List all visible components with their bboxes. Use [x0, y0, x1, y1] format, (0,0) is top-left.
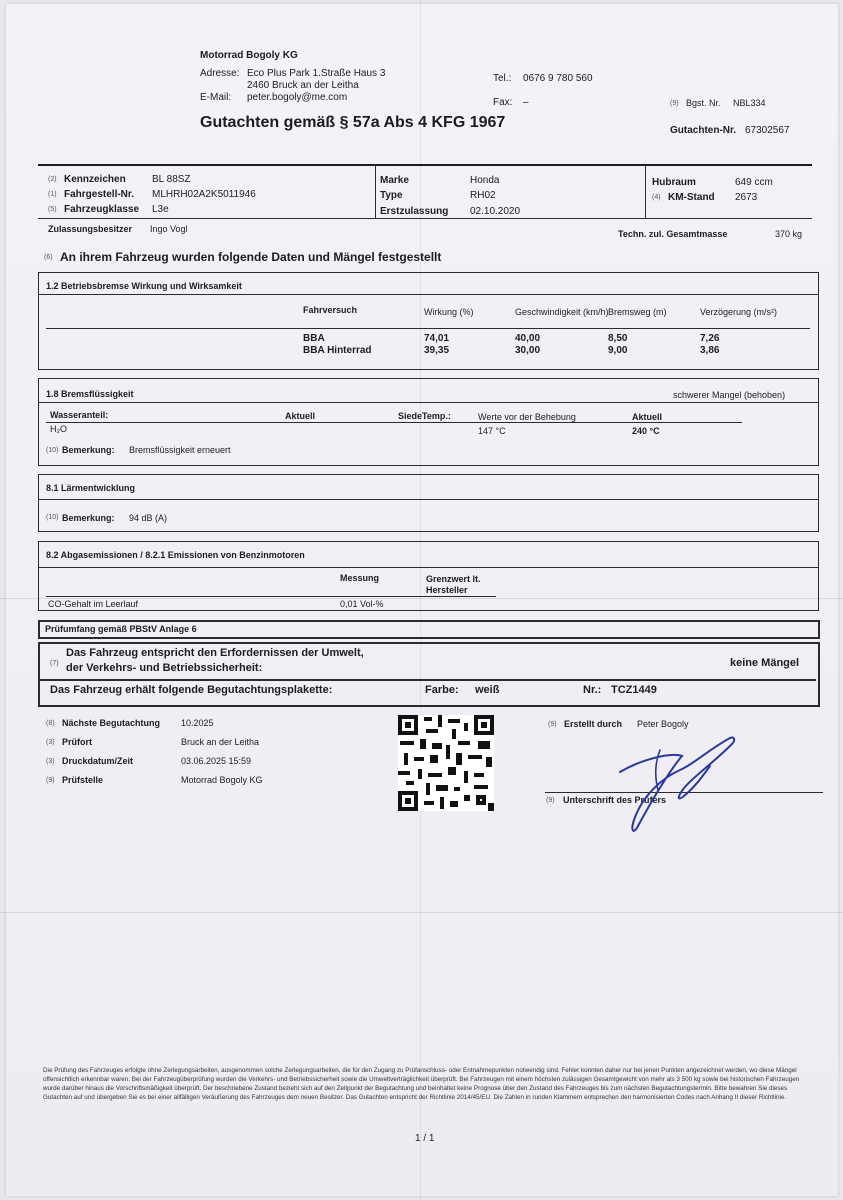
brake-row-verz: 7,26	[700, 333, 720, 344]
klasse-code: (5)	[48, 206, 57, 213]
fluid-remark-code: (10)	[46, 447, 59, 454]
brake-col-header: Geschwindigkeit (km/h)	[515, 307, 609, 317]
qr-code	[398, 715, 494, 811]
kennzeichen-code: (2)	[48, 176, 57, 183]
gesamtmasse-label: Techn. zul. Gesamtmasse	[618, 229, 728, 239]
hubraum-value: 649 ccm	[735, 177, 773, 188]
fluid-col-header: Aktuell	[285, 411, 316, 421]
next-label: Nächste Begutachtung	[62, 718, 161, 728]
conclusion-code: (7)	[50, 660, 59, 667]
unterschrift-label: Unterschrift des Prüfers	[563, 795, 667, 805]
divider	[38, 499, 818, 500]
emission-col-measure: Messung	[340, 573, 380, 583]
brake-row-name: BBA	[303, 333, 325, 344]
address-label: Adresse:	[200, 68, 240, 79]
conclusion-line2: der Verkehrs- und Betriebssicherheit:	[66, 662, 263, 674]
address-line1: Eco Plus Park 1.Straße Haus 3	[247, 68, 386, 79]
ort-value: Bruck an der Leitha	[181, 737, 260, 747]
fluid-before: 147 °C	[478, 426, 506, 436]
email: peter.bogoly@me.com	[247, 92, 348, 103]
klasse-label: Fahrzeugklasse	[64, 204, 140, 215]
ort-code: (3)	[46, 739, 55, 746]
brake-row-wirkung: 74,01	[424, 333, 450, 344]
vehicle-block-top-border	[38, 164, 812, 166]
stelle-code: (9)	[46, 777, 55, 784]
vehicle-block-bottom-border	[38, 218, 812, 219]
fluid-remark: Bremsflüssigkeit erneuert	[129, 445, 231, 455]
unterschrift-code: (9)	[546, 797, 555, 804]
company-name: Motorrad Bogoly KG	[200, 50, 298, 61]
km-code: (4)	[652, 194, 661, 201]
brake-row-geschw: 40,00	[515, 333, 541, 344]
fluid-status: schwerer Mangel (behoben)	[673, 390, 786, 400]
marke-value: Honda	[470, 175, 500, 186]
marke-label: Marke	[380, 175, 409, 186]
type-value: RH02	[470, 190, 496, 201]
next-code: (8)	[46, 720, 55, 727]
vehicle-block-divider	[645, 166, 646, 218]
gesamtmasse-value: 370 kg	[775, 229, 803, 239]
fluid-remark-label: Bemerkung:	[62, 445, 115, 455]
disclaimer-text: Die Prüfung des Fahrzeuges erfolgte ohne Zerlegungsarbeiten, ausgenommen solche Zerlegungsarbeiten, die für den Zugang zu Prüfanschluss- oder Entnahmepunkten notwendig sind. Fehler konnten daher nur bei jenen Punkten angezeichnet werden, wo diese Mängel offensichtlich erkennbar waren. Bei der Fahrzeugüberprüfung wurden die Verkehrs- und Betriebssicherheit sowie die Umweltverträglichkeit überprüft. Bei Fahrzeugen mit einem höchsten zulässigen Gesamtgewicht von mehr als 3 500 kg sowie bei historischen Fahrzeugen wurde darüber hinaus die Vorschriftsmäßigkeit überprüft. Der beschriebene Zustand bezieht sich auf den Zeitpunkt der Begutachtung und beinhaltet keine Prognose über den Zustand des Fahrzeuges bis zum nächsten Begutachtungstermin. Bitte bewahren Sie dieses Gutachten auf und übergeben Sie es bei einer allfälligen Veräußerung des Fahrzeuges dem neuen Besitzer. Das Gutachten entspricht der Richtlinie 2014/45/EU. Die Zahlen in runden Klammern entsprechen den harmonisierten Codes nach Anhang II dieser Richtlinie.	[43, 1067, 800, 1101]
kennzeichen-value: BL 88SZ	[152, 174, 191, 185]
erstellt-value: Peter Bogoly	[637, 719, 689, 729]
divider	[38, 567, 818, 568]
fluid-water: H₂O	[50, 424, 67, 434]
stelle-label: Prüfstelle	[62, 775, 104, 785]
divider	[46, 422, 742, 423]
findings-title: An ihrem Fahrzeug wurden folgende Daten und Mängel festgestellt	[60, 250, 442, 264]
fluid-col-header: Werte vor der Behebung	[478, 412, 576, 422]
brake-row-weg: 9,00	[608, 345, 628, 356]
klasse-value: L3e	[152, 204, 169, 215]
erstzulassung-label: Erstzulassung	[380, 206, 449, 217]
besitzer-value: Ingo Vogl	[150, 224, 188, 234]
emission-row-value: 0,01 Vol-%	[340, 599, 384, 609]
gutachten-nr: 67302567	[745, 125, 790, 136]
tel: 0676 9 780 560	[523, 73, 593, 84]
bgst-label: Bgst. Nr.	[686, 98, 721, 108]
km-value: 2673	[735, 192, 758, 203]
emission-col-limit: Grenzwert lt.	[426, 574, 481, 584]
tel-label: Tel.:	[493, 73, 512, 84]
hubraum-label: Hubraum	[652, 177, 696, 188]
fluid-current: 240 °C	[632, 426, 660, 436]
kennzeichen-label: Kennzeichen	[64, 174, 126, 185]
email-label: E-Mail:	[200, 92, 232, 103]
brake-col-header: Bremsweg (m)	[608, 307, 667, 317]
erstellt-label: Erstellt durch	[564, 719, 623, 729]
type-label: Type	[380, 190, 403, 201]
divider	[38, 294, 818, 295]
plakette-nr-label: Nr.:	[583, 684, 602, 696]
conclusion-result: keine Mängel	[730, 657, 800, 669]
farbe-value: weiß	[475, 684, 500, 696]
fluid-col-header: Aktuell	[632, 412, 663, 422]
druck-code: (3)	[46, 758, 55, 765]
divider	[38, 402, 818, 403]
fahrgestell-label: Fahrgestell-Nr.	[64, 189, 135, 200]
druck-label: Druckdatum/Zeit	[62, 756, 134, 766]
fluid-col-header: SiedeTemp.:	[398, 411, 451, 421]
brake-col-header: Fahrversuch	[303, 305, 358, 315]
noise-remark-label: Bemerkung:	[62, 513, 115, 523]
ort-label: Prüfort	[62, 737, 92, 747]
brake-row-name: BBA Hinterrad	[303, 345, 372, 356]
divider	[46, 596, 496, 597]
emission-heading: 8.2 Abgasemissionen / 8.2.1 Emissionen von Benzinmotoren	[46, 550, 305, 560]
plakette-nr: TCZ1449	[611, 684, 657, 696]
plakette-label: Das Fahrzeug erhält folgende Begutachtungsplakette:	[50, 684, 333, 696]
bgst-code: (9)	[670, 100, 679, 107]
noise-section	[38, 474, 819, 532]
next-value: 10.2025	[181, 718, 214, 728]
fax-label: Fax:	[493, 97, 513, 108]
document-title: Gutachten gemäß § 57a Abs 4 KFG 1967	[200, 114, 506, 131]
brake-row-verz: 3,86	[700, 345, 720, 356]
farbe-label: Farbe:	[425, 684, 459, 696]
divider	[40, 679, 816, 681]
noise-remark-code: (10)	[46, 514, 59, 521]
noise-remark: 94 dB (A)	[129, 513, 168, 523]
pruefumfang: Prüfumfang gemäß PBStV Anlage 6	[45, 624, 197, 634]
conclusion-line1: Das Fahrzeug entspricht den Erfordernissen der Umwelt,	[66, 647, 364, 659]
divider	[46, 328, 810, 329]
fahrgestell-code: (1)	[48, 191, 57, 198]
page-number: 1 / 1	[415, 1133, 435, 1144]
findings-code: (6)	[44, 254, 53, 261]
address-line2: 2460 Bruck an der Leitha	[247, 80, 359, 91]
brake-col-header: Verzögerung (m/s²)	[700, 307, 778, 317]
erstellt-code: (9)	[548, 721, 557, 728]
stelle-value: Motorrad Bogoly KG	[181, 775, 263, 785]
druck-value: 03.06.2025 15:59	[181, 756, 252, 766]
brake-row-weg: 8,50	[608, 333, 628, 344]
fluid-heading: 1.8 Bremsflüssigkeit	[46, 389, 134, 399]
emission-col-limit: Hersteller	[426, 585, 468, 595]
handwritten-signature	[600, 730, 750, 840]
brake-row-geschw: 30,00	[515, 345, 541, 356]
erstzulassung-value: 02.10.2020	[470, 206, 521, 217]
besitzer-label: Zulassungsbesitzer	[48, 224, 133, 234]
noise-heading: 8.1 Lärmentwicklung	[46, 483, 136, 493]
paper-fold	[0, 912, 843, 913]
gutachten-nr-label: Gutachten-Nr.	[670, 125, 737, 136]
km-label: KM-Stand	[668, 192, 715, 203]
brake-row-wirkung: 39,35	[424, 345, 450, 356]
emission-row-label: CO-Gehalt im Leerlauf	[48, 599, 139, 609]
fax: –	[523, 97, 529, 108]
fahrgestell-value: MLHRH02A2K5011946	[152, 189, 256, 200]
bgst-number: NBL334	[733, 98, 766, 108]
vehicle-block-divider	[375, 166, 376, 218]
brake-heading: 1.2 Betriebsbremse Wirkung und Wirksamkeit	[46, 281, 242, 291]
fluid-col-header: Wasseranteil:	[50, 410, 109, 420]
brake-col-header: Wirkung (%)	[424, 307, 474, 317]
